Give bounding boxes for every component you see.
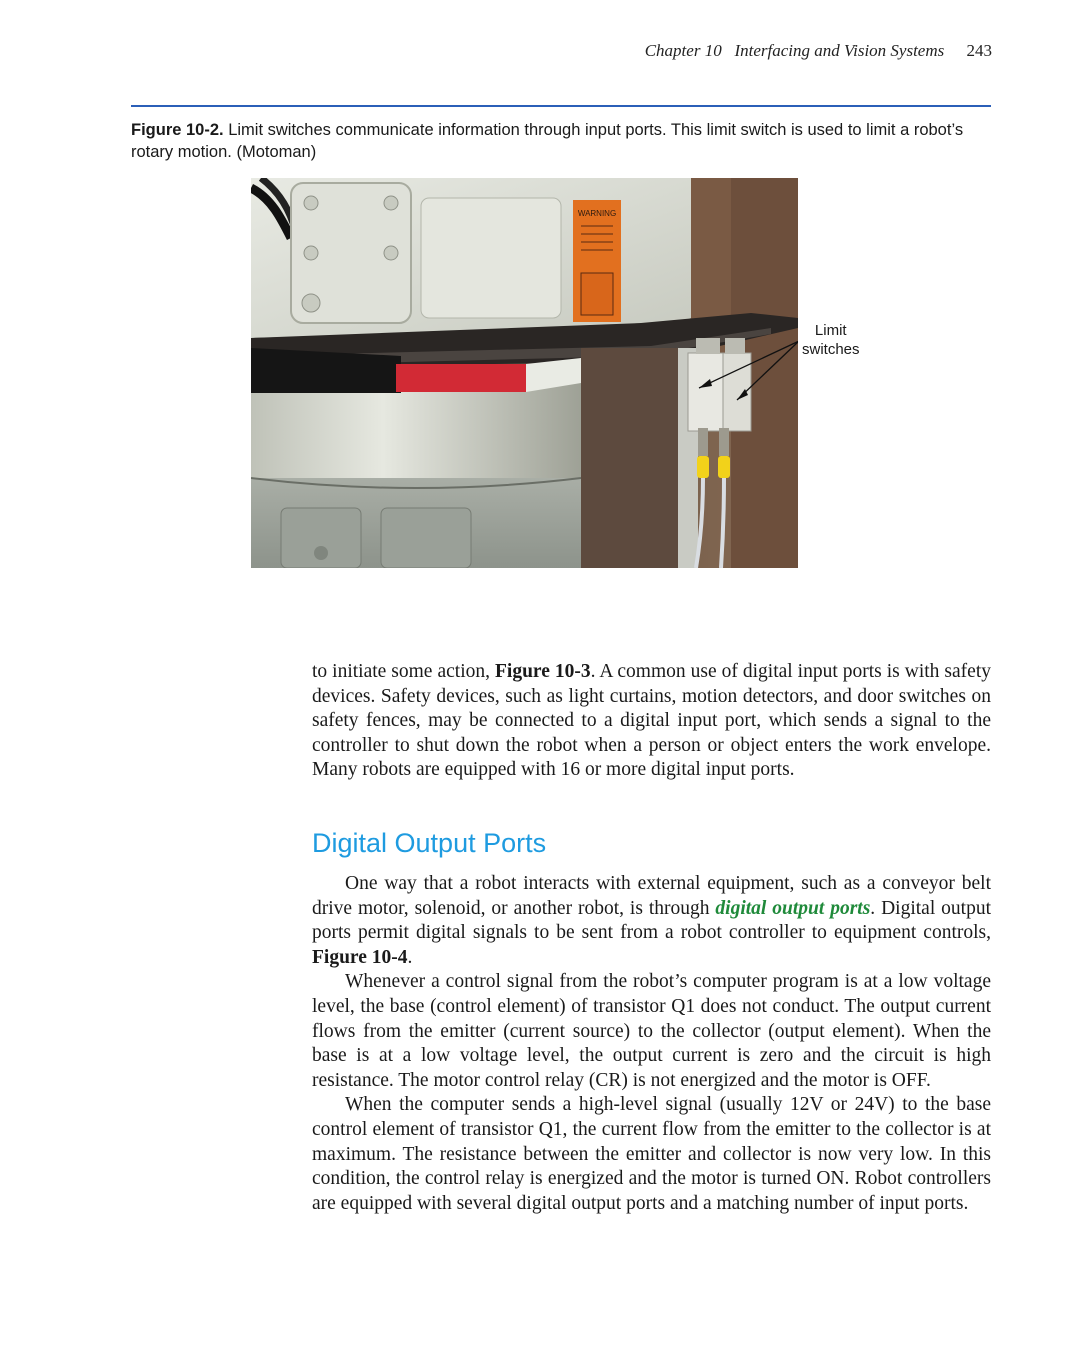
- chapter-number: Chapter 10: [644, 41, 722, 60]
- figure-ref-10-3: Figure 10-3: [494, 661, 591, 682]
- figure-photo: [251, 178, 798, 568]
- paragraph-high-level: When the computer sends a high-level signal (usually 12V or 24V) to the base control element of transistor Q1, the current flow from the emitter to the collector is at maximum. The resistance between the emitter and collector is now very low. In this condition, the control relay is energized and the motor is turned ON. Robot controllers are equipped with several digital output ports and a matching number of input ports.: [312, 1094, 991, 1214]
- robot-base-photo: [251, 178, 798, 568]
- callout-line-2: switches: [802, 341, 860, 358]
- limit-switch-2: [723, 353, 751, 431]
- paragraph-input-ports: [312, 660, 991, 783]
- callout-line-1: Limit: [814, 322, 847, 339]
- page-number: 243: [966, 41, 992, 60]
- limit-switches-callout: [802, 321, 860, 359]
- section-heading: Digital Output Ports: [312, 828, 547, 858]
- section-body: [312, 872, 991, 1216]
- p1-text-a: to initiate some action,: [312, 661, 495, 682]
- figure-caption: [131, 119, 991, 163]
- chapter-title: Interfacing and Vision Systems: [734, 41, 945, 60]
- p2-text-a: One way that a robot interacts with external equipment, such as a conveyor belt drive motor, solenoid, or another robot, is through: [312, 873, 991, 919]
- p2-text-b: . Digital output ports permit digital signals to be sent from a robot controller to equipment controls,: [312, 897, 991, 944]
- p1-text-b: . A common use of digital input ports is with safety devices. Safety devices, such as light curtains, motion detectors, and door switches on safety fences, may be connected to a digital input port, which sends a signal to the controller to shut down the robot when a person or object enters the work envelope. Many robots are equipped with 16 or more digital input ports.: [312, 661, 991, 781]
- red-stripe: [396, 364, 526, 392]
- key-term-digital-output-ports: digital output ports: [715, 897, 871, 919]
- header-rule: [131, 105, 991, 107]
- warning-sticker-text: WARNING: [577, 209, 617, 218]
- figure-ref-10-4: Figure 10-4: [312, 946, 408, 968]
- running-head: [645, 41, 992, 61]
- figure-caption-text: Limit switches communicate information through input ports. This limit switch is used to limit a robot’s rotary motion. (Motoman): [131, 121, 964, 161]
- p2-text-c: .: [407, 946, 413, 968]
- paragraph-low-voltage: Whenever a control signal from the robot’s computer program is at a low voltage level, the base (control element) of transistor Q1 does not conduct. The output current flows from the emitter (current source) to the collector (output element). When the base is at a low voltage level, the output current is zero and the circuit is high resistance. The motor control relay (CR) is not energized and the motor is OFF.: [312, 971, 991, 1091]
- figure-label: Figure 10-2.: [131, 121, 224, 139]
- paragraph-output-ports-intro: [312, 872, 991, 970]
